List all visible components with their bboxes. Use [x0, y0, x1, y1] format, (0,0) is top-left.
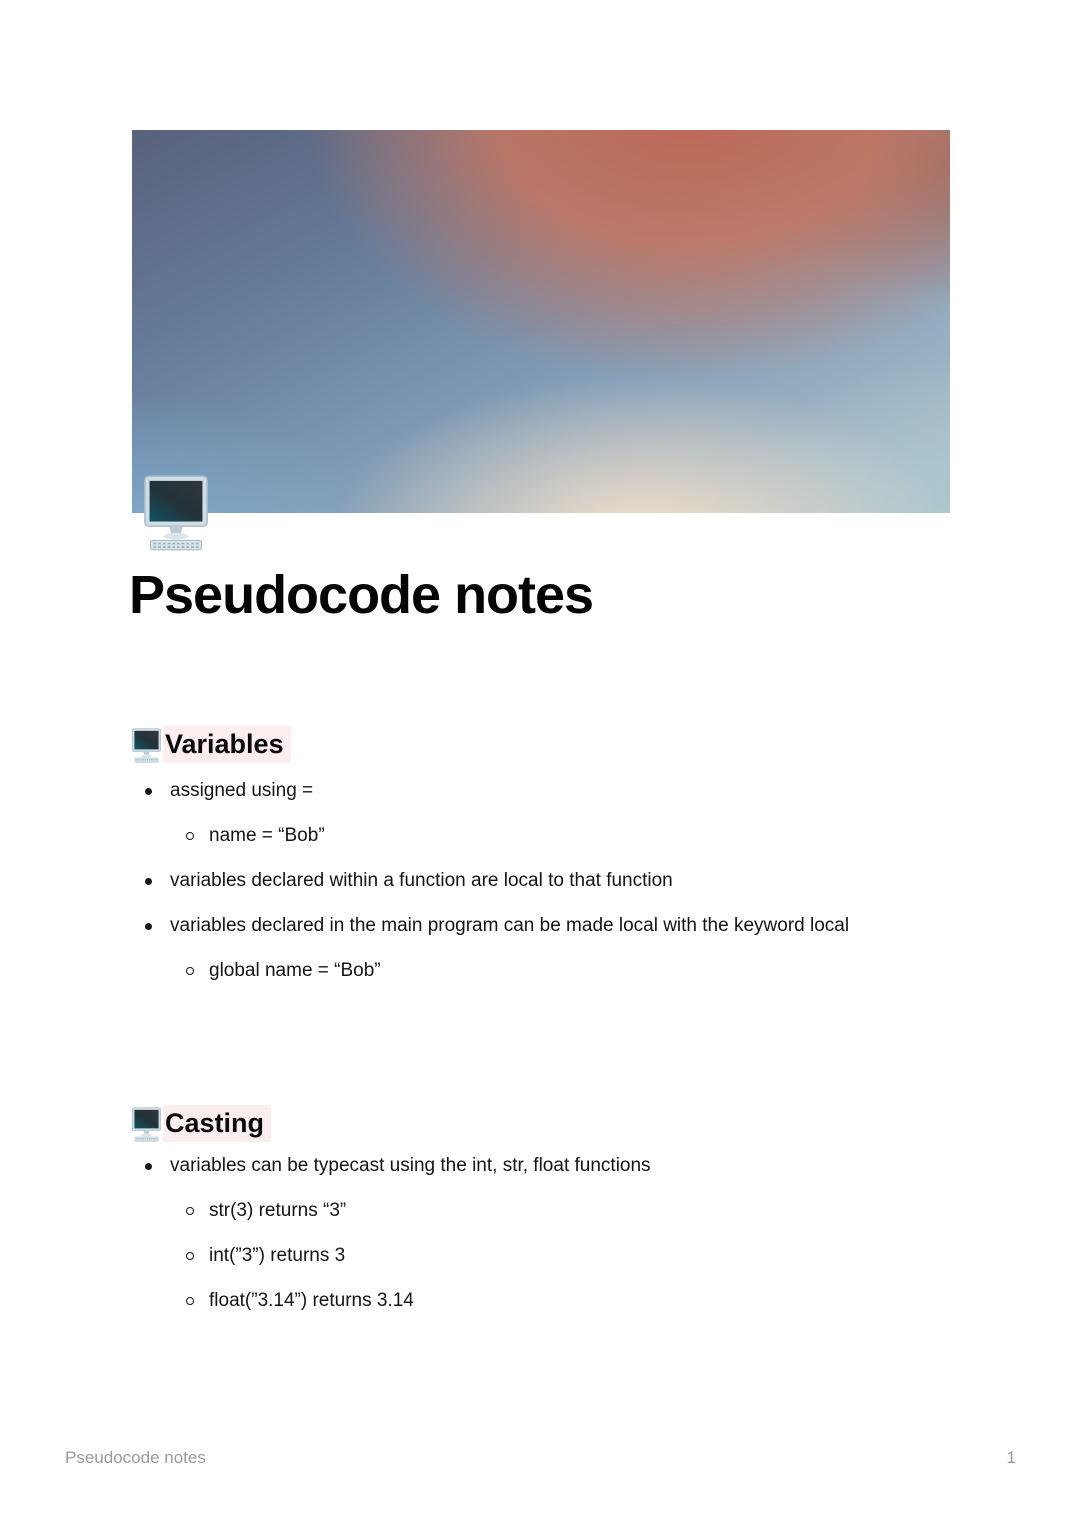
footer-document-name: Pseudocode notes	[65, 1448, 206, 1467]
desktop-computer-icon	[142, 474, 210, 552]
list-item	[130, 825, 970, 847]
list-item-text: variables declared in the main program can be made local with the keyword local	[170, 915, 850, 936]
bullet-circle-icon	[186, 967, 194, 975]
footer-page-number: 1	[1006, 1448, 1016, 1467]
list-item-text: str(3) returns “3”	[209, 1200, 347, 1221]
section-heading-casting	[131, 1105, 271, 1142]
list-item-text: assigned using =	[170, 780, 314, 801]
list-item	[130, 1290, 970, 1312]
bullet-dot-icon	[145, 788, 152, 795]
bullet-dot-icon	[145, 1163, 152, 1170]
page-title: Pseudocode notes	[129, 565, 594, 625]
list-item-text: int(”3”) returns 3	[209, 1245, 346, 1266]
bullet-circle-icon	[186, 832, 194, 840]
list-item	[130, 870, 970, 892]
list-item-text: variables declared within a function are local to that function	[170, 870, 673, 891]
section-heading-variables	[131, 726, 291, 763]
bullet-dot-icon	[145, 923, 152, 930]
list-item	[130, 1155, 970, 1177]
casting-bullet-list	[130, 1155, 970, 1335]
section-heading-label: Variables	[163, 726, 291, 763]
desktop-computer-icon	[131, 728, 162, 763]
list-item-text: float(”3.14”) returns 3.14	[209, 1290, 414, 1311]
list-item	[130, 960, 970, 982]
cover-gradient-image	[132, 130, 950, 513]
list-item	[130, 780, 970, 802]
list-item-text: variables can be typecast using the int, str, float functions	[170, 1155, 651, 1176]
list-item-text: name = “Bob”	[209, 825, 325, 846]
bullet-circle-icon	[186, 1252, 194, 1260]
bullet-circle-icon	[186, 1297, 194, 1305]
list-item-text: global name = “Bob”	[209, 960, 381, 981]
bullet-circle-icon	[186, 1207, 194, 1215]
list-item	[130, 1200, 970, 1222]
list-item	[130, 1245, 970, 1267]
list-item	[130, 915, 970, 937]
desktop-computer-icon	[131, 1107, 162, 1142]
bullet-dot-icon	[145, 878, 152, 885]
variables-bullet-list	[130, 780, 970, 1005]
section-heading-label: Casting	[163, 1105, 271, 1142]
